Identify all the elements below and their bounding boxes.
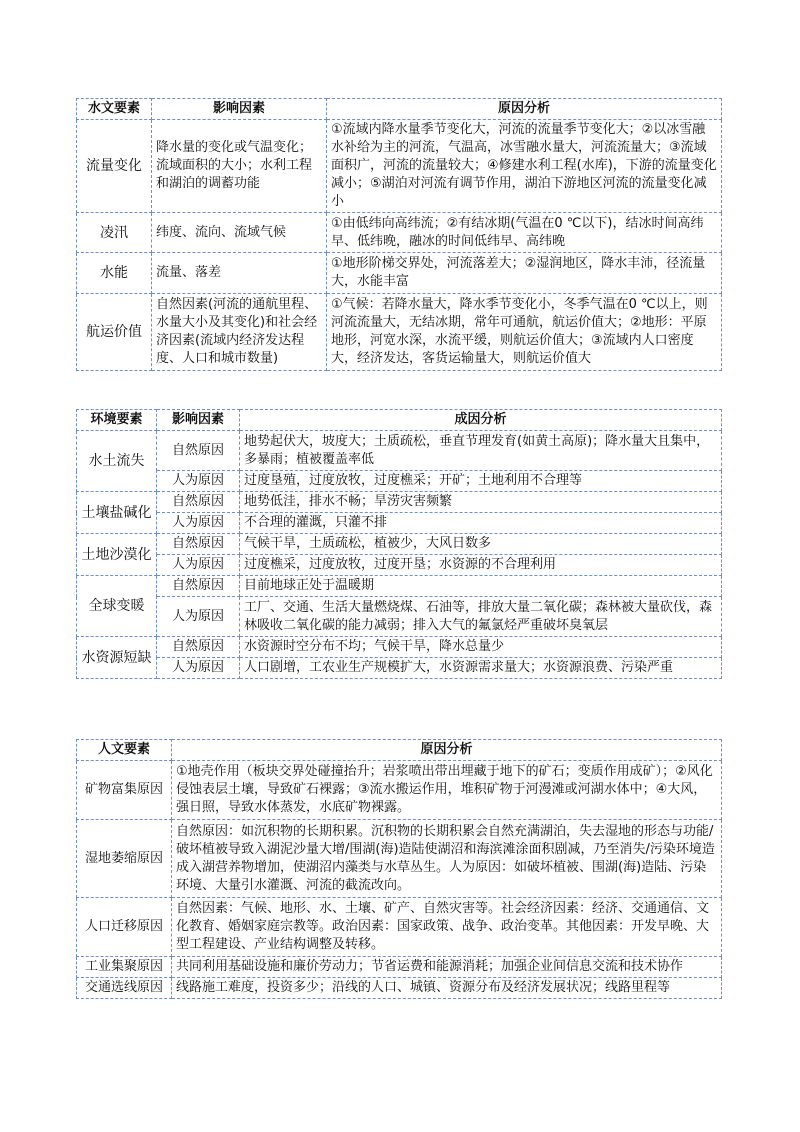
analysis-cell: 地势起伏大，坡度大；土质疏松，垂直节理发育(如黄土高原)；降水量大且集中，多暴雨；植被覆盖率低: [240, 431, 722, 471]
environment-table: [76, 409, 722, 679]
table-row: [77, 513, 722, 534]
row-label: 土壤盐碱化: [77, 492, 157, 534]
row-label: 交通选线原因: [77, 978, 172, 999]
row-label: 凌汛: [77, 213, 152, 253]
cause-type-label: 自然原因: [157, 534, 240, 555]
table-row: [77, 761, 722, 820]
row-label: 流量变化: [77, 120, 152, 213]
cause-type-label: 自然原因: [157, 576, 240, 597]
analysis-cell: 目前地球正处于温暖期: [240, 576, 722, 597]
row-label: 工业集聚原因: [77, 957, 172, 978]
table-header-row: [77, 410, 722, 431]
row-label: 全球变暖: [77, 576, 157, 637]
row-label: 水资源短缺: [77, 637, 157, 679]
column-header: 环境要素: [77, 410, 157, 431]
analysis-cell: 水资源时空分布不均；气候干旱，降水总量少: [240, 637, 722, 658]
row-label: 湿地萎缩原因: [77, 820, 172, 898]
cause-type-label: 人为原因: [157, 658, 240, 679]
column-header: 影响因素: [157, 410, 240, 431]
table-row: [77, 597, 722, 637]
analysis-cell: ①流域内降水量季节变化大，河流的流量季节变化大；②以冰雪融水补给为主的河流，气温高，冰雪融水量大，河流流量大；③流域面积广，河流的流量较大；④修建水利工程(水库)，下游的流量变化减小；⑤湖泊对河流有调节作用，湖泊下游地区河流的流量变化减小: [327, 120, 722, 213]
table-row: [77, 253, 722, 294]
column-header: 水文要素: [77, 99, 152, 120]
column-header: 成因分析: [240, 410, 722, 431]
factor-cell: 降水量的变化或气温变化；流域面积的大小；水利工程和湖泊的调蓄功能: [152, 120, 327, 213]
table-row: [77, 957, 722, 978]
table-row: [77, 978, 722, 999]
hydrology-table: [76, 98, 722, 371]
analysis-cell: ①地形阶梯交界处，河流落差大；②湿润地区，降水丰沛，径流量大，水能丰富: [327, 253, 722, 294]
table-row: [77, 492, 722, 513]
analysis-cell: 人口剧增，工农业生产规模扩大，水资源需求量大；水资源浪费、污染严重: [240, 658, 722, 679]
column-header: 原因分析: [172, 740, 722, 761]
analysis-cell: 线路施工难度，投资多少；沿线的人口、城镇、资源分布及经济发展状况；线路里程等: [172, 978, 722, 999]
table-header-row: [77, 99, 722, 120]
analysis-cell: 过度樵采，过度放牧，过度开垦；水资源的不合理利用: [240, 555, 722, 576]
analysis-cell: 自然原因：如沉积物的长期积累。沉积物的长期积累会自然充满湖泊，失去湿地的形态与功能/破坏植被导致入湖泥沙量大增/围湖(海)造陆使湖沼和海滨滩涂面积剧减，乃至消失/污染环境造成入湖营养物增加，使湖沼内藻类与水草丛生。人为原因：如破坏植被、围湖(海)造陆、污染环境、大量引水灌溉、河流的截流改向。: [172, 820, 722, 898]
row-label: 人口迁移原因: [77, 898, 172, 957]
analysis-cell: 地势低洼，排水不畅；旱涝灾害频繁: [240, 492, 722, 513]
row-label: 水能: [77, 253, 152, 294]
column-header: 人文要素: [77, 740, 172, 761]
cause-type-label: 人为原因: [157, 597, 240, 637]
table-row: [77, 820, 722, 898]
cause-type-label: 人为原因: [157, 471, 240, 492]
cause-type-label: 自然原因: [157, 492, 240, 513]
table-row: [77, 637, 722, 658]
table-row: [77, 471, 722, 492]
row-label: 航运价值: [77, 294, 152, 371]
table-row: [77, 534, 722, 555]
row-label: 水土流失: [77, 431, 157, 492]
column-header: 原因分析: [327, 99, 722, 120]
cause-type-label: 自然原因: [157, 637, 240, 658]
analysis-cell: ①气候：若降水量大，降水季节变化小，冬季气温在0 ℃以上，则河流流量大，无结冰期，常年可通航，航运价值大；②地形：平原地形，河宽水深，水流平缓，则航运价值大；③流域内人口密度大，经济发达，客货运输量大，则航运价值大: [327, 294, 722, 371]
cause-type-label: 人为原因: [157, 555, 240, 576]
column-header: 影响因素: [152, 99, 327, 120]
table-row: [77, 213, 722, 253]
table-row: [77, 431, 722, 471]
human-geography-table: [76, 739, 722, 999]
table-row: [77, 120, 722, 213]
cause-type-label: 人为原因: [157, 513, 240, 534]
analysis-cell: 过度垦殖，过度放牧，过度樵采；开矿；土地利用不合理等: [240, 471, 722, 492]
table-row: [77, 658, 722, 679]
analysis-cell: 气候干旱，土质疏松，植被少，大风日数多: [240, 534, 722, 555]
cause-type-label: 自然原因: [157, 431, 240, 471]
table-row: [77, 294, 722, 371]
factor-cell: 自然因素(河流的通航里程、水量大小及其变化)和社会经济因素(流域内经济发达程度、人口和城市数量): [152, 294, 327, 371]
table-row: [77, 576, 722, 597]
analysis-cell: 工厂、交通、生活大量燃烧煤、石油等，排放大量二氧化碳；森林被大量砍伐，森林吸收二氧化碳的能力减弱；排入大气的氟氯烃严重破坏臭氧层: [240, 597, 722, 637]
row-label: 土地沙漠化: [77, 534, 157, 576]
analysis-cell: 自然因素：气候、地形、水、土壤、矿产、自然灾害等。社会经济因素：经济、交通通信、文化教育、婚姻家庭宗教等。政治因素：国家政策、战争、政治变革。其他因素：开发早晚、大型工程建设、产业结构调整及转移。: [172, 898, 722, 957]
row-label: 矿物富集原因: [77, 761, 172, 820]
analysis-cell: 不合理的灌溉，只灌不排: [240, 513, 722, 534]
table-row: [77, 898, 722, 957]
factor-cell: 流量、落差: [152, 253, 327, 294]
factor-cell: 纬度、流向、流域气候: [152, 213, 327, 253]
table-header-row: [77, 740, 722, 761]
table-row: [77, 555, 722, 576]
analysis-cell: 共同利用基础设施和廉价劳动力；节省运费和能源消耗；加强企业间信息交流和技术协作: [172, 957, 722, 978]
analysis-cell: ①由低纬向高纬流；②有结冰期(气温在0 ℃以下)，结冰时间高纬早、低纬晚，融冰的时间低纬早、高纬晚: [327, 213, 722, 253]
analysis-cell: ①地壳作用（板块交界处碰撞抬升；岩浆喷出带出埋藏于地下的矿石；变质作用成矿）；②风化侵蚀表层土壤，导致矿石裸露；③流水搬运作用，堆积矿物于河漫滩或河湖水体中；④大风，强日照，导致水体蒸发，水底矿物裸露。: [172, 761, 722, 820]
